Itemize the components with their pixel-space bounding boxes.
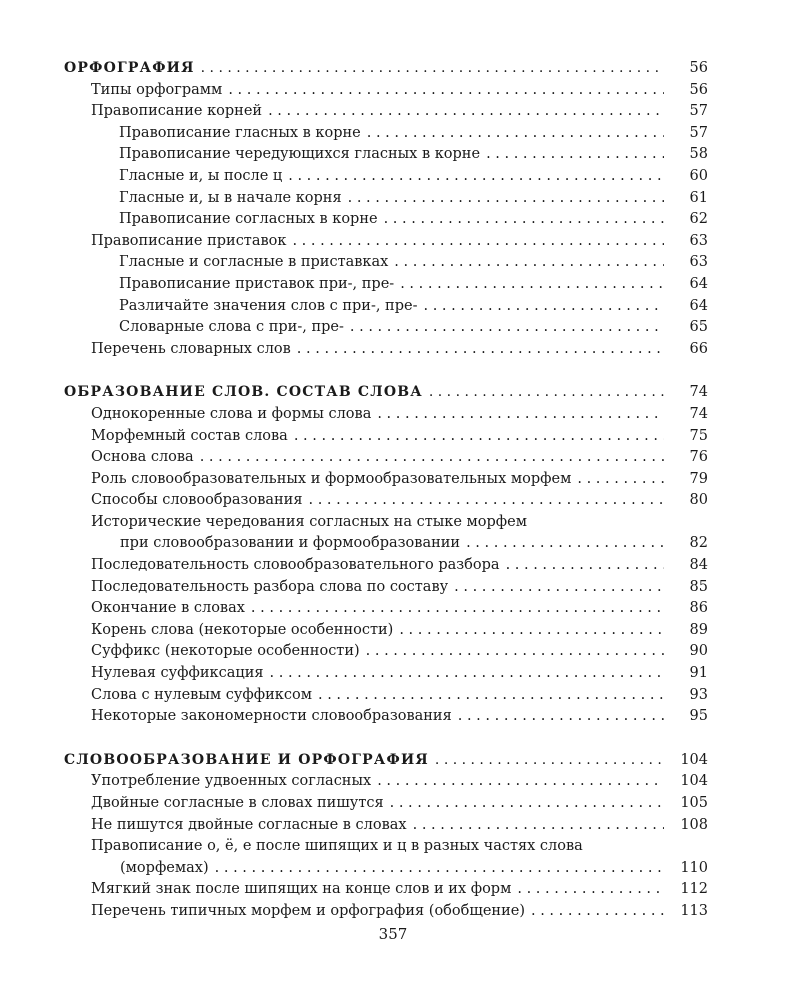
page-ref: 60 bbox=[689, 167, 708, 184]
entry-title: Правописание корней bbox=[91, 103, 263, 120]
toc-entry[interactable] bbox=[64, 469, 708, 491]
page-ref: 108 bbox=[680, 816, 708, 833]
toc-entry[interactable] bbox=[64, 793, 708, 815]
page-ref: 110 bbox=[680, 859, 708, 876]
toc-entry[interactable] bbox=[64, 598, 708, 620]
section-gap bbox=[64, 728, 708, 750]
leader-dots bbox=[390, 793, 664, 815]
page-ref: 56 bbox=[689, 60, 708, 76]
entry-title: Правописание о, ё, е после шипящих и ц в разных частях слова bbox=[91, 838, 583, 855]
leader-dots bbox=[394, 252, 664, 274]
leader-dots bbox=[366, 641, 664, 663]
page-ref: 91 bbox=[689, 665, 708, 682]
page-ref: 75 bbox=[689, 427, 708, 444]
entry-title: Основа слова bbox=[91, 449, 194, 466]
toc-entry[interactable] bbox=[64, 663, 708, 685]
toc-entry[interactable] bbox=[64, 771, 708, 793]
page-ref: 65 bbox=[689, 319, 708, 336]
entry-title: Последовательность словообразовательного разбора bbox=[91, 557, 500, 574]
toc-entry[interactable] bbox=[64, 512, 708, 555]
toc-entry[interactable] bbox=[64, 447, 708, 469]
page-ref: 74 bbox=[689, 384, 708, 401]
page-ref: 93 bbox=[689, 686, 708, 703]
leader-dots bbox=[270, 663, 664, 685]
entry-title: Гласные и, ы в начале корня bbox=[119, 189, 342, 206]
leader-dots bbox=[377, 771, 664, 793]
page-ref: 76 bbox=[689, 449, 708, 466]
entry-title: Окончание в словах bbox=[91, 600, 245, 617]
entry-title: Различайте значения слов с при-, пре- bbox=[119, 297, 418, 314]
page-number: 357 bbox=[378, 925, 408, 943]
toc-section-heading[interactable] bbox=[64, 750, 708, 772]
leader-dots bbox=[348, 188, 664, 210]
entry-title: Не пишутся двойные согласные в словах bbox=[91, 816, 407, 833]
leader-dots bbox=[215, 858, 664, 880]
toc-section-heading[interactable] bbox=[64, 382, 708, 404]
toc-section-heading[interactable] bbox=[64, 58, 708, 80]
toc-subentry[interactable] bbox=[64, 144, 708, 166]
toc-subentry[interactable] bbox=[64, 274, 708, 296]
page-ref: 56 bbox=[689, 81, 708, 98]
leader-dots bbox=[435, 750, 664, 772]
leader-dots bbox=[454, 577, 664, 599]
page-ref: 85 bbox=[689, 578, 708, 595]
entry-title: Правописание согласных в корне bbox=[119, 211, 378, 228]
page-ref: 86 bbox=[689, 600, 708, 617]
section-title: СЛОВООБРАЗОВАНИЕ И ОРФОГРАФИЯ bbox=[64, 751, 429, 768]
section-gap bbox=[64, 360, 708, 382]
entry-title: Роль словообразовательных и формообразовательных морфем bbox=[91, 470, 572, 487]
page-ref: 112 bbox=[680, 881, 708, 898]
entry-title: Правописание гласных в корне bbox=[119, 124, 361, 141]
entry-title: Однокоренные слова и формы слова bbox=[91, 405, 372, 422]
toc-entry[interactable] bbox=[64, 426, 708, 448]
section-title: ОРФОГРАФИЯ bbox=[64, 60, 195, 76]
leader-dots bbox=[288, 166, 664, 188]
entry-title: Употребление удвоенных согласных bbox=[91, 773, 372, 790]
leader-dots bbox=[297, 339, 664, 361]
toc-subentry[interactable] bbox=[64, 317, 708, 339]
table-of-contents bbox=[64, 58, 708, 923]
page-ref: 113 bbox=[680, 902, 708, 919]
entry-title-continuation: при словообразовании и формообразовании bbox=[120, 535, 461, 552]
page-ref: 74 bbox=[689, 405, 708, 422]
leader-dots bbox=[292, 231, 664, 253]
entry-title: Гласные и согласные в приставках bbox=[119, 254, 389, 271]
toc-subentry[interactable] bbox=[64, 209, 708, 231]
entry-title: Последовательность разбора слова по составу bbox=[91, 578, 449, 595]
entry-title: Слова с нулевым суффиксом bbox=[91, 686, 312, 703]
page-ref: 64 bbox=[689, 297, 708, 314]
toc-entry[interactable] bbox=[64, 879, 708, 901]
entry-title: Правописание чередующихся гласных в корне bbox=[119, 146, 481, 163]
leader-dots bbox=[318, 685, 664, 707]
page-ref: 79 bbox=[689, 470, 708, 487]
page-ref: 58 bbox=[689, 146, 708, 163]
leader-dots bbox=[251, 598, 664, 620]
leader-dots bbox=[466, 533, 664, 555]
entry-title: Нулевая суффиксация bbox=[91, 665, 264, 682]
entry-title: Морфемный состав слова bbox=[91, 427, 288, 444]
leader-dots bbox=[458, 706, 664, 728]
leader-dots bbox=[377, 404, 664, 426]
entry-title: Некоторые закономерности словообразования bbox=[91, 708, 452, 725]
toc-entry[interactable] bbox=[64, 815, 708, 837]
entry-title: Гласные и, ы после ц bbox=[119, 167, 283, 184]
leader-dots bbox=[517, 879, 664, 901]
page-ref: 105 bbox=[680, 795, 708, 811]
page-ref: 63 bbox=[689, 254, 708, 271]
entry-title: Мягкий знак после шипящих на конце слов и их форм bbox=[91, 881, 512, 898]
toc-entry[interactable] bbox=[64, 620, 708, 642]
toc-entry[interactable] bbox=[64, 836, 708, 879]
leader-dots bbox=[367, 123, 664, 145]
leader-dots bbox=[384, 209, 664, 231]
page-ref: 57 bbox=[689, 124, 708, 141]
leader-dots bbox=[400, 274, 664, 296]
leader-dots bbox=[268, 101, 664, 123]
leader-dots bbox=[228, 80, 664, 102]
leader-dots bbox=[413, 815, 664, 837]
toc-entry[interactable] bbox=[64, 555, 708, 577]
page-ref: 64 bbox=[689, 275, 708, 292]
page-ref: 104 bbox=[680, 751, 708, 768]
toc-entry[interactable] bbox=[64, 339, 708, 361]
leader-dots bbox=[308, 490, 664, 512]
toc-entry[interactable] bbox=[64, 577, 708, 599]
entry-title: Типы орфограмм bbox=[91, 81, 223, 98]
entry-title: Корень слова (некоторые особенности) bbox=[91, 621, 394, 638]
toc-subentry[interactable] bbox=[64, 166, 708, 188]
toc-subentry[interactable] bbox=[64, 123, 708, 145]
page-ref: 61 bbox=[689, 189, 708, 206]
leader-dots bbox=[486, 144, 664, 166]
page-ref: 62 bbox=[689, 211, 708, 228]
leader-dots bbox=[506, 555, 664, 577]
leader-dots bbox=[399, 620, 664, 642]
entry-title-continuation: (морфемах) bbox=[120, 859, 209, 876]
toc-subentry[interactable] bbox=[64, 296, 708, 318]
entry-title: Словарные слова с при-, пре- bbox=[119, 319, 344, 336]
leader-dots bbox=[531, 901, 664, 923]
toc-subentry[interactable] bbox=[64, 188, 708, 210]
page-ref: 89 bbox=[689, 621, 708, 638]
entry-title: Правописание приставок bbox=[91, 232, 287, 249]
section-title: ОБРАЗОВАНИЕ СЛОВ. СОСТАВ СЛОВА bbox=[64, 384, 423, 401]
toc-entry[interactable] bbox=[64, 641, 708, 663]
leader-dots bbox=[423, 296, 664, 318]
page-ref: 95 bbox=[689, 708, 708, 725]
leader-dots bbox=[577, 469, 664, 491]
page-ref: 80 bbox=[689, 492, 708, 509]
toc-entry[interactable] bbox=[64, 231, 708, 253]
page-ref: 90 bbox=[689, 643, 708, 660]
toc-entry[interactable] bbox=[64, 101, 708, 123]
toc-entry[interactable] bbox=[64, 901, 708, 923]
entry-title: Способы словообразования bbox=[91, 492, 303, 509]
page-ref: 82 bbox=[689, 535, 708, 552]
toc-entry[interactable] bbox=[64, 80, 708, 102]
entry-title: Перечень типичных морфем и орфография (обобщение) bbox=[91, 902, 525, 919]
entry-title: Суффикс (некоторые особенности) bbox=[91, 643, 360, 660]
page-ref: 57 bbox=[689, 103, 708, 120]
toc-subentry[interactable] bbox=[64, 252, 708, 274]
leader-dots bbox=[201, 58, 664, 80]
entry-title: Исторические чередования согласных на стыке морфем bbox=[91, 513, 528, 530]
toc-entry[interactable] bbox=[64, 404, 708, 426]
leader-dots bbox=[294, 426, 664, 448]
page-ref: 63 bbox=[689, 232, 708, 249]
leader-dots bbox=[429, 382, 664, 404]
page-ref: 84 bbox=[689, 557, 708, 574]
toc-entry[interactable] bbox=[64, 490, 708, 512]
page-ref: 66 bbox=[689, 340, 708, 357]
page-ref: 104 bbox=[680, 773, 708, 790]
entry-title: Перечень словарных слов bbox=[91, 340, 291, 357]
entry-title: Двойные согласные в словах пишутся bbox=[91, 795, 384, 811]
leader-dots bbox=[200, 447, 664, 469]
leader-dots bbox=[350, 317, 664, 339]
toc-entry[interactable] bbox=[64, 706, 708, 728]
entry-title: Правописание приставок при-, пре- bbox=[119, 275, 395, 292]
toc-entry[interactable] bbox=[64, 685, 708, 707]
